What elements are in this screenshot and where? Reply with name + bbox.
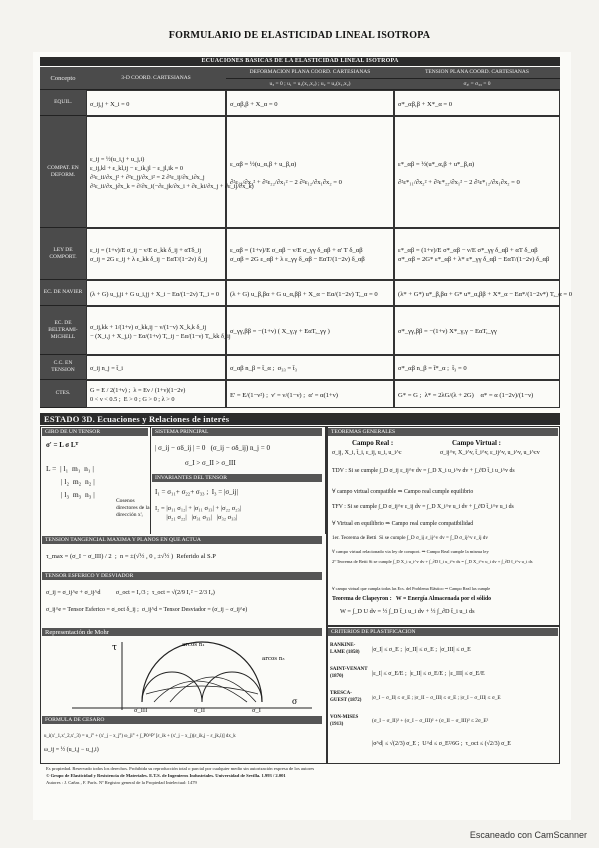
tdv-note: ∀ campo virtual compatible ⇒ Campo real cumple equilibrio (332, 489, 474, 495)
tfv-eq: TFV : Si se cumple ∫_D σ_ij^v ε_ij dv = ∫_D X_i^v u_i dv + ∫_∂D t̄_i^v u_i ds (332, 504, 514, 510)
table-cell (226, 228, 394, 280)
equation: σ_γγ,ββ = −(1+ν) ( X_γ,γ + EαT,_γγ ) (230, 328, 330, 335)
table-cell (394, 90, 560, 116)
equation: σ_αβ n_β = t̄_α ; σ₃₃ = t̄₃ (230, 365, 297, 372)
table-cell (394, 228, 560, 280)
mohr-sii: σ_II (194, 707, 206, 714)
table-cell (226, 116, 394, 228)
col-tension-plana-sub: σ₃ᵢ = σ₃₃ = 0 (394, 79, 560, 90)
table-cell (226, 280, 394, 306)
cesaro-eq2: ω_ij = ½ (u_i,j − u_j,i) (44, 747, 99, 753)
campo-real: Campo Real : (352, 439, 394, 447)
equation: ε*_αβ = ½(u*_α,β + u*_β,α) ∂²ε*₁₁/∂x₂² + ∂²ε*₂₂/∂x₁² − 2 ∂²ε*₁₂/∂x₁∂x₂ = 0 (398, 160, 520, 186)
table-cell (86, 380, 226, 408)
clapeyron-title: Teorema de Clapeyron : W = Energía Almacenada por el sólido (332, 596, 492, 602)
equation: G* = G ; λ* = 2λG/(λ + 2G) α* = α (1−2ν)/(1−ν) (398, 391, 534, 399)
equation: σ_ij,kk + 1/(1+ν) σ_kk,ij − ν/(1−ν) X_k,k δ_ij − (X_i,j + X_j,i) − Eα/(1+ν) T,_ij − Eα/(1−ν) T,_kk δ_ij (90, 323, 231, 340)
invariantes-eq1: I₁ = σ₁₁+ σ₂₂+ σ₃₃ ; I₃ = |σ_ij| (155, 488, 238, 496)
col-cartesianas: 3-D COORD. CARTESIANAS (86, 67, 226, 90)
esferico-eq1: σ_ij = σ_ij^e + σ_ij^d σ_oct = I₁/3 ; τ_oct = √(2/9 I₁² − 2/3 I₂) (46, 589, 215, 596)
table-cell (226, 355, 394, 380)
equation: (λ* + G*) u*_β,βα + G* u*_α,ββ + X*_α − Eα*/(1−2ν*) T,_α = 0 (398, 290, 573, 298)
rankine-eq: |σ_I| ≤ σ_E ; |σ_II| ≤ σ_E ; |σ_III| ≤ σ_E (372, 647, 471, 653)
footer-line-3: Autores : J. Cañas , F. París. Nº Registro general de la Propiedad Intelectual: 1479 (46, 780, 197, 785)
footer-line-1: Es propiedad. Reservado todos los derechos. Prohibida su reproducción total o parcial por cualquier medio sin autorización expresa de los autores (46, 766, 315, 771)
giro-header: GIRO DE UN TENSOR (42, 428, 148, 436)
page-title: FORMULARIO DE ELASTICIDAD LINEAL ISOTROPA (168, 30, 431, 41)
table-cell (394, 306, 560, 355)
equation: E' = E/(1−ν²) ; ν' = ν/(1−ν) ; α' = α(1+ν) (230, 391, 338, 399)
invariantes-eq2: I₂ = |σ₁₁ σ₁₂| + |σ₁₁ σ₁₃| + |σ₂₂ σ₂₃| |σ₂₁ σ₂₂| |σ₃₁ σ₃₃| |σ₃₂ σ₃₃| (155, 505, 242, 521)
esferico-eq2: σ_ij^e = Tensor Esferico = σ_oct δ_ij ; σ_ij^d = Tensor Desviador = (σ_ij − σ_ij^e) (46, 607, 248, 613)
table-cell (226, 90, 394, 116)
betti1-eq: 1er. Teorema de Betti Si se cumple ∫_D σ_ij ε_ij^v dv = ∫_D σ_ij^v ε_ij dv (332, 535, 488, 541)
equation: σ*_αβ n_β = t̄*_α ; t̄₃ = 0 (398, 365, 467, 372)
table-cell (226, 306, 394, 355)
col-tension-plana: TENSION PLANA COORD. CARTESIANAS (394, 67, 560, 79)
table-cell (86, 116, 226, 228)
table-cell (394, 280, 573, 306)
maxima-header: TENSION TANGENCIAL MAXIMA Y PLANOS EN QUE ACTUA (42, 536, 322, 544)
table-cell (86, 355, 226, 380)
giro-eq: σ' = L σ Lᵀ (46, 441, 79, 449)
table-cell (86, 228, 226, 280)
cesaro-eq: u_i(x'_1,x'_2,x'_3) = u_i° + (x'_j − x_j°) ω_ji° + ∫_P0^P' [ε_ik + (x'_j − x_j)(ε_ik,j − ε_jk,i)] dx_k (44, 734, 236, 739)
saint-venant-eq: |ε_I| ≤ σ_E/E ; |ε_II| ≤ σ_E/E ; |ε_III| ≤ σ_E/E (372, 671, 485, 677)
table-cell (86, 90, 226, 116)
equation: ε_ij = (1+ν)/E σ_ij − ν/E σ_kk δ_ij + αTδ_ij σ_ij = 2G ε_ij + λ ε_kk δ_ij − EαT/(1−2ν) δ_ij (90, 247, 208, 263)
table-cell (394, 380, 560, 408)
tfv-note: ∀ Virtual en equilibrio ⇒ Campo real cumple compatibilidad (332, 521, 474, 527)
giro-note: Cosenos directores de la dirección x'ᵢ (116, 498, 150, 518)
vonmises-eq2: |σ^d| ≤ √(2/3) σ_E ; U^d ≤ σ_E²/6G ; τ_oct ≤ (√2/3) σ_E (372, 741, 511, 747)
footer-line-2: © Grupo de Elasticidad y Resistencia de Materiales. E.T.S. de Ingenieros Industriales. Universidad de Sevilla. 1.993 / 2.001 (46, 773, 286, 778)
equation: σ_ij n_j = t̄_i (90, 365, 124, 372)
row-label: EC. DE BELTRAMI-MICHELL (40, 306, 86, 355)
rankine-label: RANKINE-LAME (1858) (330, 643, 360, 655)
row-label: CTES. (40, 380, 86, 408)
row-label: COMPAT. EN DEFORM. (40, 116, 86, 228)
clapeyron-eq: W = ∫_D U dv = ½ ∫_D t̄_i u_i dv + ½ ∫_∂D t̄_i u_i ds (340, 608, 475, 615)
scanner-watermark: Escaneado con CamScanner (469, 830, 587, 840)
table-cell (394, 116, 560, 228)
equation: ε_ij = ½(u_i,j + u_j,i) ε_ij,kl + ε_kl,ij − ε_ik,jl − ε_jl,ik = 0 ∂²ε_ii/∂x_j² + ∂²ε_jj/∂x_i² = 2 ∂²ε_ij/∂x_i∂x_j ∂²ε_ii/∂x_j∂x_k = ∂/∂x_i(−∂ε_jk/∂x_i + ∂ε_ki/∂x_j + (90, 156, 224, 190)
table-cell (86, 306, 231, 355)
equation: σ*_αβ,β + X*_α = 0 (398, 100, 453, 108)
mohr-sigma-label: σ (292, 697, 298, 706)
row-label: EQUIL. (40, 90, 86, 116)
principal-header: SISTEMA PRINCIPAL (152, 428, 322, 436)
equation: (λ + G) u_j,ji + G u_i,jj + X_i − Eα/(1−2ν) T,_i = 0 (90, 290, 220, 298)
equation: ε_αβ = ½(u_α,β + u_β,α) ∂²ε₁₁/∂x₂² + ∂²ε₂₂/∂x₁² − 2 ∂²ε₁₂/∂x₁∂x₂ = 0 (230, 160, 342, 186)
plast-divider (326, 625, 560, 627)
principal-eq2: σ_I > σ_II > σ_III (185, 459, 236, 467)
maxima-eq: τ_max = (σ_I − σ_III) / 2 ; n = ±(√½ , 0 , ±√½ ) Referido al S.P (46, 553, 216, 560)
table-cell (394, 355, 560, 380)
giro-matrix: L = | l₁ m₁ n₁ | | l₂ m₂ n₂ | | l₃ m₃ n₃ | (46, 464, 95, 499)
mohr-arcos-n3: arcos n₃ (262, 656, 285, 662)
row-label: C.C. EN TENSION (40, 355, 86, 380)
tdv-eq: TDV : Si se cumple ∫_D σ_ij ε_ij^v dv = ∫_D X_i u_i^v dv + ∫_∂D t̄_i u_i^v ds (332, 468, 515, 474)
estado-title: ESTADO 3D. Ecuaciones y Relaciones de interés (40, 413, 560, 425)
equation: (λ + G) u_β,βα + G u_α,ββ + X_α − Eα/(1−2ν) T,_α = 0 (230, 290, 378, 298)
row-label: EC. DE NAVIER (40, 280, 86, 306)
campo-virtual-eq: σ_ij^v, X_i^v, t̄_i^v, ε_ij^v, u_i^v, u_i^cv (440, 450, 540, 456)
cesaro-header: FORMULA DE CESARO (42, 716, 322, 724)
teoremas-header: TEOREMAS GENERALES (328, 428, 558, 436)
tresca-label: TRESCA-GUEST (1872) (330, 691, 362, 703)
campo-real-eq: σ_ij, X_i, t̄_i, ε_ij, u_i, u_i^c (332, 450, 402, 456)
mohr-header: Representación de Mohr (42, 628, 322, 636)
vonmises-eq: (σ_I − σ_II)² + (σ_I − σ_III)² + (σ_II − σ_III)² ≤ 2σ_E² (372, 718, 489, 724)
equation: ε*_αβ = (1+ν)/E σ*_αβ − ν/E σ*_γγ δ_αβ + αT δ_αβ σ*_αβ = 2G* ε*_αβ + λ* ε*_γγ δ_αβ − EαT/(1−2ν) δ_αβ (398, 247, 550, 263)
plastificacion-header: CRITERIOS DE PLASTIFICACION (328, 628, 558, 636)
col-concepto: Concepto (40, 67, 86, 90)
col-deformacion-plana-sub: u₃ = 0 ; u₁ = u₁(x₁,x₂) ; u₂ = u₂(x₁,x₂) (226, 79, 394, 90)
campo-virtual: Campo Virtual : (452, 439, 501, 447)
invariantes-header: INVARIANTES DEL TENSOR (152, 474, 322, 482)
principal-frame (150, 426, 326, 534)
equation: G = E / 2(1+ν) ; λ = Eν / (1+ν)(1−2ν) 0 < ν < 0.5 ; E > 0 ; G > 0 ; λ > 0 (90, 387, 186, 403)
col-deformacion-plana: DEFORMACION PLANA COORD. CARTESIANAS (226, 67, 394, 79)
equation: σ_αβ,β + X_α = 0 (230, 100, 278, 108)
estado-divider (326, 426, 328, 764)
vonmises-label: VON-MISES (1913) (330, 715, 359, 727)
table-cell (86, 280, 226, 306)
mohr-arcos-n1: arcos n₁ (182, 642, 205, 648)
row-label: LEY DE COMPORT. (40, 228, 86, 280)
principal-eq1: | σ_ij − σδ_ij | = 0 (σ_ij − σδ_ij) n_j = 0 (155, 444, 270, 452)
mohr-tau-label: τ (112, 643, 117, 653)
top-band: ECUACIONES BASICAS DE LA ELASTICIDAD LINEAL ISOTROPA (40, 57, 560, 66)
betti2-note: ∀ campo virtual que cumpla todas las Ecs. del Problema Elástico ⇒ Campo Real las cumple (332, 586, 491, 591)
betti1-note: ∀ campo virtual relacionado via ley de comport. ⇒ Campo Real cumple la misma ley (332, 549, 489, 554)
esferico-header: TENSOR ESFERICO Y DESVIADOR (42, 572, 322, 580)
tresca-eq: |σ_I − σ_II| ≤ σ_E ; |σ_II − σ_III| ≤ σ_E ; |σ_I − σ_III| ≤ σ_E (372, 695, 501, 701)
mohr-siii: σ_III (134, 707, 148, 714)
equation: σ_ij,j + X_i = 0 (90, 100, 130, 108)
mohr-si: σ_I (252, 707, 261, 714)
betti2-eq: 2º Teorema de Betti Si se cumple ∫_D X_i u_i^v dv + ∫_∂D t̄_i u_i^v ds = ∫_D X_i^v u_i dv + ∫_∂D t̄_i^v u_i ds (332, 559, 533, 564)
equation: ε_αβ = (1+ν)/E σ_αβ − ν/E σ_γγ δ_αβ + α' T δ_αβ σ_αβ = 2G ε_αβ + λ ε_γγ δ_αβ − EαT/(1−2ν) δ_αβ (230, 247, 365, 263)
saint-venant-label: SAINT-VENANT (1870) (330, 667, 368, 679)
equation: σ*_γγ,ββ = −(1+ν) X*_γ,γ − EαT,_γγ (398, 328, 497, 335)
table-cell (226, 380, 394, 408)
